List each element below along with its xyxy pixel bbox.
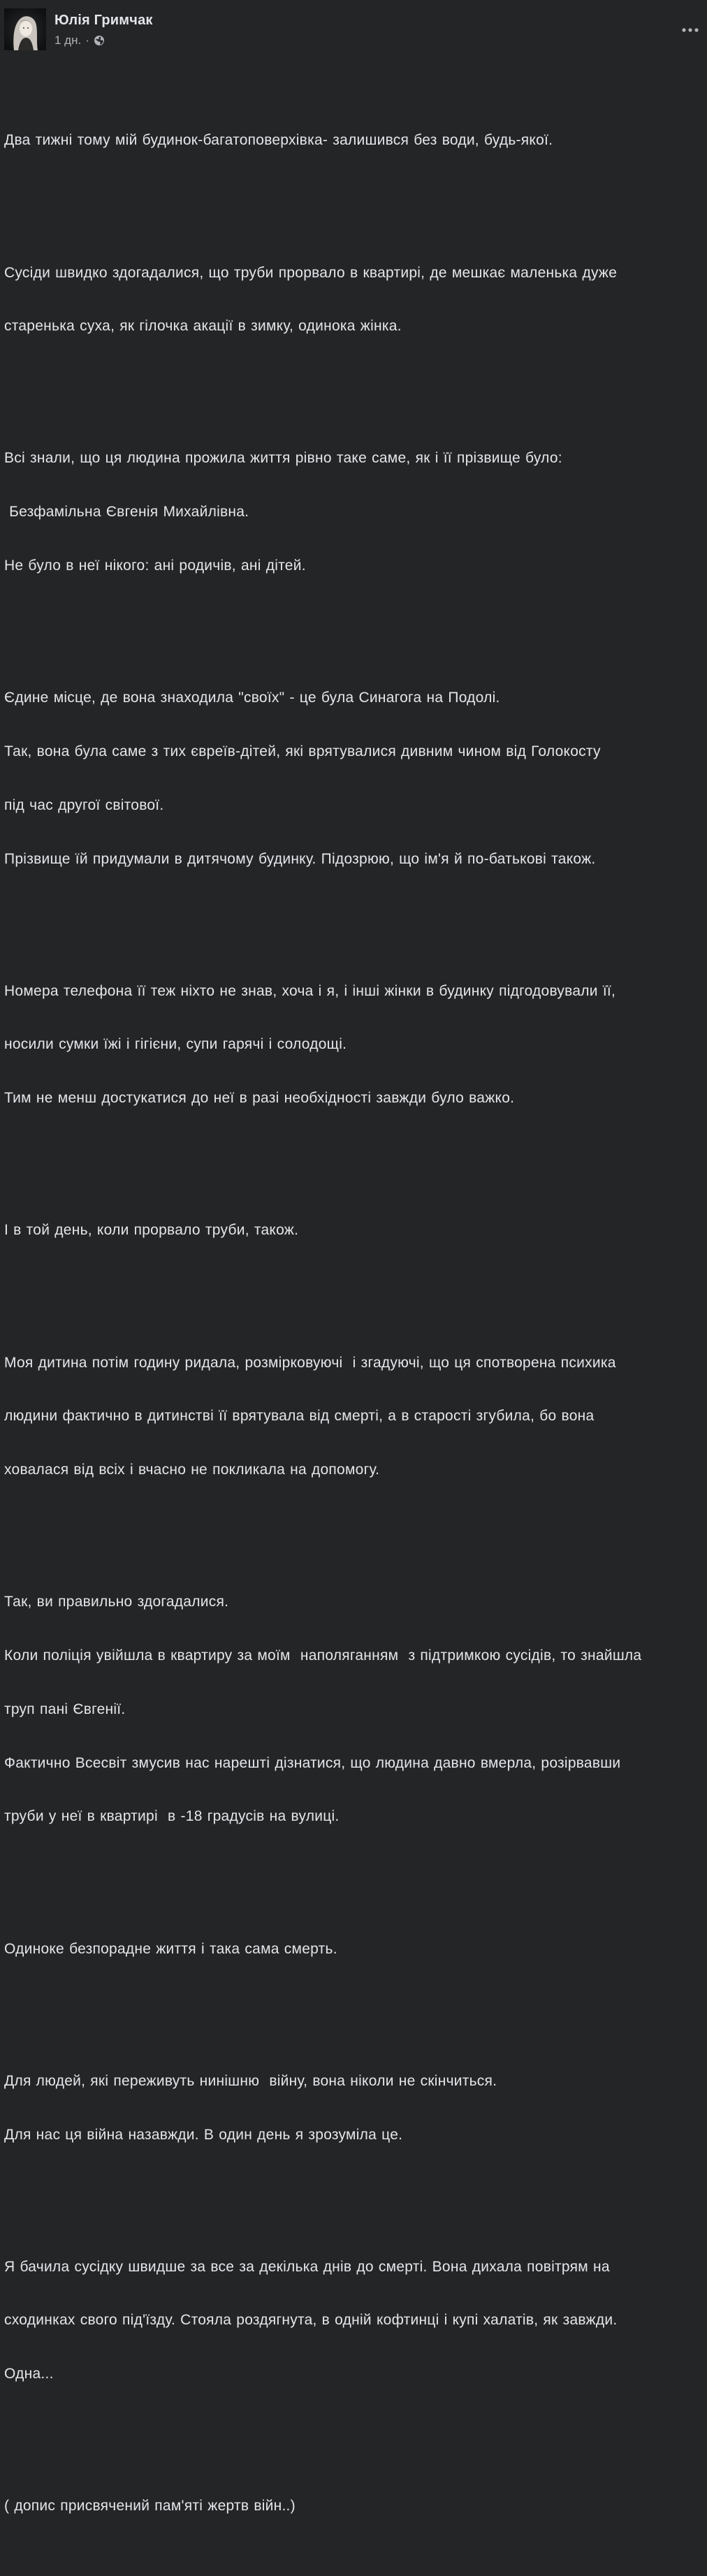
text-line: Не було в неї нікого: ані родичів, ані дітей. — [4, 558, 306, 574]
text-line: Я бачила сусідку швидше за все за декілька днів до смерті. Вона дихала повітрям на — [4, 2258, 610, 2275]
text-line: Так, ви правильно здогадалися. — [4, 1594, 229, 1610]
text-line: Моя дитина потім годину ридала, розмірковуючі і згадуючі, що ця спотворена психика — [4, 1354, 616, 1371]
post-paragraph — [4, 1186, 707, 1275]
globe-icon[interactable] — [94, 35, 105, 46]
post-paragraph — [4, 947, 707, 1144]
more-horizontal-icon — [681, 27, 699, 33]
post-paragraph — [4, 228, 707, 371]
post-paragraph — [4, 96, 707, 185]
post-paragraph — [4, 653, 707, 903]
author-name[interactable]: Юлія Гримчак — [54, 13, 153, 28]
text-line: Безфамільна Євгенія Михайлівна. — [4, 504, 249, 521]
text-line: Фактично Всесвіт змусив нас нарешті дізнатися, що людина давно вмерла, розірвавши — [4, 1754, 621, 1771]
post-paragraph — [4, 2037, 707, 2180]
post-paragraph — [4, 414, 707, 611]
text-line: Коли поліція увійшла в квартиру за моїм наполяганням з підтримкою сусідів, то знайшла — [4, 1647, 642, 1664]
text-line: Номера телефона її теж ніхто не знав, хоча і я, і інші жінки в будинку підгодовували її, — [4, 982, 616, 999]
post-meta — [54, 34, 105, 48]
text-line: труби у неї в квартирі в -18 градусів на вулиці. — [4, 1808, 340, 1825]
text-line: Сусіди швидко здогадалися, що труби прорвало в квартирі, де мешкає маленька дуже — [4, 264, 618, 281]
post-time[interactable]: 1 дн. — [54, 34, 82, 47]
text-line: Для людей, які переживуть нинішню війну, вона ніколи не скінчиться. — [4, 2072, 497, 2089]
text-line: Всі знали, що ця людина прожила життя рівно таке саме, як і її прізвище було: — [4, 450, 562, 467]
text-line: Одиноке безпорадне життя і така сама смерть. — [4, 1940, 337, 1957]
post-text — [4, 60, 707, 2576]
text-line: ховалася від всіх і вчасно не покликала на допомогу. — [4, 1462, 380, 1478]
post-paragraph — [4, 1904, 707, 1993]
author-avatar[interactable] — [4, 8, 46, 50]
post-paragraph — [4, 1557, 707, 1861]
text-line: І в той день, коли прорвало труби, також. — [4, 1222, 299, 1239]
avatar-portrait — [4, 8, 46, 50]
text-line: Одна... — [4, 2366, 54, 2382]
text-line: сходинках свого під'їзду. Стояла роздягнута, в одній кофтинці і купі халатів, як завжди. — [4, 2312, 618, 2329]
meta-separator: · — [85, 34, 89, 47]
post-header — [4, 8, 703, 52]
text-line: Для нас ця війна назавжди. В один день я зрозуміла це. — [4, 2126, 403, 2143]
text-line: труп пані Євгенії. — [4, 1701, 126, 1717]
text-line: старенька суха, як гілочка акації в зимку, одинока жінка. — [4, 318, 402, 335]
post-paragraph — [4, 2461, 707, 2551]
text-line: під час другої світової. — [4, 796, 164, 813]
text-line: носили сумки їжі і гігієни, супи гарячі і солодощі. — [4, 1036, 347, 1053]
text-line: Тим не менш достукатися до неї в разі необхідності завжди було важко. — [4, 1090, 515, 1107]
post-paragraph — [4, 2222, 707, 2419]
post-more-options-button[interactable] — [678, 21, 703, 39]
post-paragraph — [4, 1318, 707, 1515]
text-line: Єдине місце, де вона знаходила "своїх" - це була Синагога на Подолі. — [4, 690, 500, 706]
text-line: Прізвище їй придумали в дитячому будинку. Підозрюю, що ім'я й по-батькові також. — [4, 850, 596, 867]
text-line: Два тижні тому мій будинок-багатоповерхівка- залишився без води, будь-якої. — [4, 132, 553, 149]
text-line: Так, вона була саме з тих євреїв-дітей, які врятувалися дивним чином від Голокосту — [4, 743, 601, 759]
text-line: людини фактично в дитинстві її врятувала від смерті, а в старості згубила, бо вона — [4, 1408, 595, 1425]
text-line: ( допис присвячений пам'яті жертв війн..) — [4, 2498, 296, 2515]
